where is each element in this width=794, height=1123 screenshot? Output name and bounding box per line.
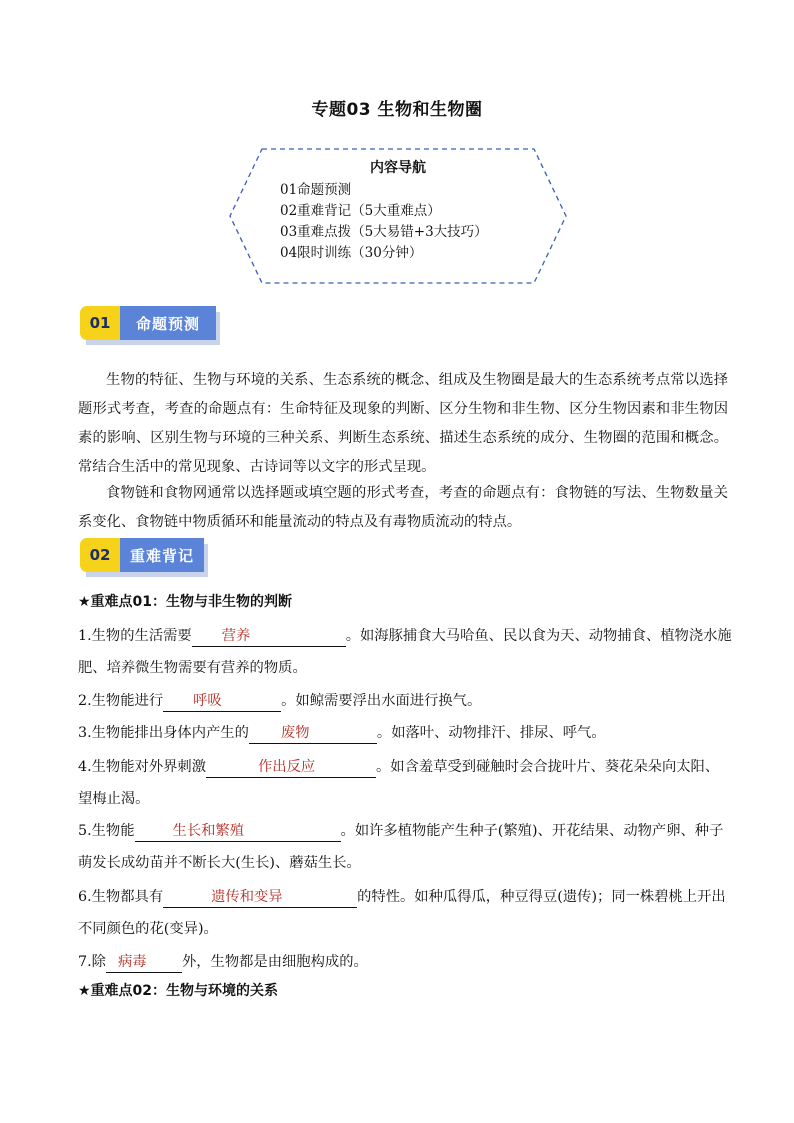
- section-label: 重难背记: [120, 538, 204, 572]
- answer-blank: 作出反应: [206, 757, 376, 778]
- prediction-paragraph-2: 食物链和食物网通常以选择题或填空题的形式考查，考查的命题点有：食物链的写法、生物数量关系变化、食物链中物质循环和能量流动的特点及有毒物质流动的特点。: [78, 485, 728, 530]
- answer-blank: 呼吸: [163, 691, 281, 712]
- nav-item-training: 04限时训练（30分钟）: [280, 245, 423, 261]
- answer-blank: 遗传和变异: [163, 887, 357, 908]
- key-point-item: 3.生物能排出身体内产生的 废物 。如落叶、动物排汗、排尿、呼气。: [78, 717, 732, 749]
- section-number: 01: [80, 306, 120, 340]
- key-point-item: 4.生物能对外界刺激 作出反应 。如含羞草受到碰触时会合拢叶片、葵花朵朵向太阳、望梅止渴。: [78, 759, 720, 807]
- answer-blank: 病毒: [106, 952, 182, 973]
- answer-blank: 生长和繁殖: [135, 821, 341, 842]
- page-title: 专题03 生物和生物圈: [311, 100, 483, 120]
- key-point-item: 7.除 病毒 外，生物都是由细胞构成的。: [78, 946, 732, 978]
- key-point-item: 6.生物都具有 遗传和变异 的特性。如种瓜得瓜，种豆得豆(遗传)；同一株碧桃上开出不同颜色的花(变异)。: [78, 889, 726, 937]
- answer-blank: 废物: [249, 723, 377, 744]
- content-navigation-box: [228, 147, 568, 285]
- answer-blank: 营养: [192, 626, 346, 647]
- key-point-heading-1: ★重难点01：生物与非生物的判断: [78, 594, 293, 610]
- navigation-title: 内容导航: [370, 160, 426, 176]
- prediction-paragraph-1: 生物的特征、生物与环境的关系、生态系统的概念、组成及生物圈是最大的生态系统考点常以选择题形式考查，考查的命题点有：生命特征及现象的判断、区分生物和非生物、区分生物因素和非生物因素的影响、区别生物与环境的三种关系、判断生态系统、描述生态系统的成分、生物圈的范围和概念。常结合生活中的常见现象、古诗词等以文字的形式呈现。: [78, 372, 728, 475]
- nav-item-tips: 03重难点拨（5大易错+3大技巧）: [280, 224, 488, 240]
- key-point-item: 1.生物的生活需要 营养 。如海豚捕食大马哈鱼、民以食为天、动物捕食、植物浇水施肥、培养微生物需要有营养的物质。: [78, 628, 732, 676]
- section-number: 02: [80, 538, 120, 572]
- key-point-item: 2.生物能进行 呼吸 。如鲸需要浮出水面进行换气。: [78, 685, 732, 717]
- key-point-heading-2: ★重难点02：生物与环境的关系: [78, 983, 279, 999]
- nav-item-key-points: 02重难背记（5大重难点）: [280, 203, 441, 219]
- key-point-item: 5.生物能 生长和繁殖 。如许多植物能产生种子(繁殖)、开花结果、动物产卵、种子萌发长成幼苗并不断长大(生长)、蘑菇生长。: [78, 823, 724, 871]
- section-label: 命题预测: [120, 306, 216, 340]
- nav-item-prediction: 01命题预测: [280, 182, 352, 198]
